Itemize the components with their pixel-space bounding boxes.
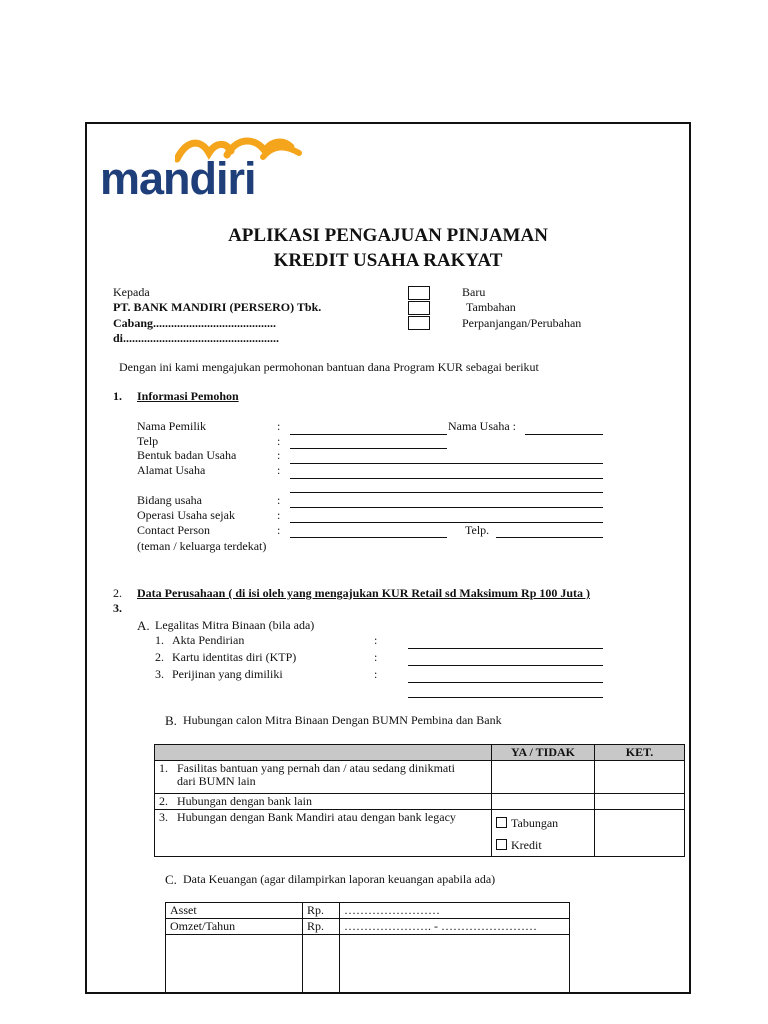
colon: : (277, 463, 281, 477)
checkbox-tabungan[interactable] (496, 817, 590, 830)
colon: : (277, 448, 281, 462)
fin-empty[interactable] (166, 935, 303, 993)
table-row (155, 794, 685, 810)
table-header (155, 745, 492, 761)
label-contact: Contact Person (137, 523, 210, 537)
option-perpanjangan: Perpanjangan/Perubahan (462, 316, 582, 330)
field-nama-pemilik[interactable] (290, 434, 447, 435)
colon: : (374, 667, 378, 681)
checkbox-tambahan[interactable] (408, 301, 430, 315)
list-number: 2. (155, 650, 164, 664)
field-operasi[interactable] (290, 522, 603, 523)
label-nama-pemilik: Nama Pemilik (137, 419, 206, 433)
field-telp2[interactable] (496, 537, 603, 538)
field-bentuk-badan[interactable] (290, 463, 603, 464)
label-telp2: Telp. (465, 523, 490, 537)
fin-rp: Rp. (303, 919, 340, 935)
cell-ket[interactable] (595, 794, 685, 810)
checkbox-kredit[interactable] (496, 839, 590, 852)
table-row (166, 919, 570, 935)
section1-number: 1. (113, 389, 122, 403)
intro-text: Dengan ini kami mengajukan permohonan bantuan dana Program KUR sebagai berikut (119, 360, 539, 374)
table-header-ket: KET. (595, 745, 685, 761)
fin-rp: Rp. (303, 903, 340, 919)
mandiri-logo: mandiri (100, 153, 256, 204)
label-alamat: Alamat Usaha (137, 463, 206, 477)
option-baru: Baru (462, 285, 486, 299)
row-text-2: dari BUMN lain (177, 774, 256, 788)
form-title-line1: APLIKASI PENGAJUAN PINJAMAN (228, 225, 548, 246)
fin-label: Omzet/Tahun (166, 919, 303, 935)
bank-name: PT. BANK MANDIRI (PERSERO) Tbk. (113, 300, 322, 314)
row-text: Fasilitas bantuan yang pernah dan / atau sedang dinikmati (177, 761, 455, 775)
row-number: 2. (159, 794, 168, 808)
row-text: Hubungan dengan bank lain (177, 794, 312, 808)
option-tambahan: Tambahan (466, 300, 516, 314)
fin-label: Asset (166, 903, 303, 919)
label-bidang: Bidang usaha (137, 493, 202, 507)
field-bidang[interactable] (290, 507, 603, 508)
kepada-label: Kepada (113, 285, 150, 299)
cabang-field: Cabang......................................... (113, 316, 277, 330)
list-number: 3. (155, 667, 164, 681)
fin-value[interactable]: …………………. - …………………… (340, 919, 570, 935)
form-title-line2: KREDIT USAHA RAKYAT (273, 250, 503, 271)
table-header-ya-tidak: YA / TIDAK (492, 745, 595, 761)
field-telp[interactable] (290, 448, 447, 449)
label-nama-usaha: Nama Usaha : (448, 419, 516, 433)
subsection-a-title: Legalitas Mitra Binaan (bila ada) (155, 618, 315, 632)
field-perijinan-1[interactable] (408, 682, 603, 683)
checkbox-icon (496, 817, 507, 828)
label-operasi: Operasi Usaha sejak (137, 508, 235, 522)
row-number: 3. (159, 810, 168, 824)
field-ktp[interactable] (408, 665, 603, 666)
colon: : (277, 508, 281, 522)
checkbox-label: Kredit (511, 838, 542, 852)
section2-title: Data Perusahaan ( di isi oleh yang mengajukan KUR Retail sd Maksimum Rp 100 Juta ) (137, 586, 591, 600)
relationship-table (154, 744, 685, 857)
table-row (166, 903, 570, 919)
field-alamat-1[interactable] (290, 478, 603, 479)
label-bentuk-badan: Bentuk badan Usaha (137, 448, 237, 462)
row-number: 1. (159, 761, 168, 775)
cell-ket[interactable] (595, 761, 685, 794)
field-nama-usaha[interactable] (525, 434, 603, 435)
subsection-a-letter: A. (137, 618, 150, 633)
field-akta[interactable] (408, 648, 603, 649)
table-row (155, 761, 685, 794)
di-field: di.................................................... (113, 331, 280, 345)
section2-number: 2. (113, 586, 122, 600)
colon: : (277, 434, 281, 448)
fin-value[interactable]: …………………… (340, 903, 570, 919)
checkbox-baru[interactable] (408, 286, 430, 300)
fin-empty[interactable] (340, 935, 570, 993)
row-text: Hubungan dengan Bank Mandiri atau dengan bank legacy (177, 810, 456, 824)
financial-table (165, 902, 570, 993)
label-teman: (teman / keluarga terdekat) (137, 539, 267, 553)
label-telp: Telp (137, 434, 159, 448)
fin-empty[interactable] (303, 935, 340, 993)
subsection-b-letter: B. (165, 713, 177, 728)
legalitas-akta: Akta Pendirian (172, 633, 245, 647)
field-contact[interactable] (290, 537, 447, 538)
section1-title: Informasi Pemohon (137, 389, 239, 403)
legalitas-perijinan: Perijinan yang dimiliki (172, 667, 283, 681)
legalitas-ktp: Kartu identitas diri (KTP) (172, 650, 297, 664)
checkbox-icon (496, 839, 507, 850)
cell-ya-tidak[interactable] (492, 794, 595, 810)
colon: : (374, 633, 378, 647)
subsection-c-letter: C. (165, 872, 177, 887)
field-alamat-2[interactable] (290, 492, 603, 493)
subsection-c-title: Data Keuangan (agar dilampirkan laporan keuangan apabila ada) (183, 872, 496, 886)
colon: : (374, 650, 378, 664)
subsection-b-title: Hubungan calon Mitra Binaan Dengan BUMN Pembina dan Bank (183, 713, 502, 727)
list-number: 1. (155, 633, 164, 647)
colon: : (277, 419, 281, 433)
section3-number: 3. (113, 601, 122, 615)
field-perijinan-2[interactable] (408, 697, 603, 698)
cell-ya-tidak[interactable] (492, 761, 595, 794)
table-row (155, 810, 685, 857)
checkbox-label: Tabungan (511, 816, 559, 830)
colon: : (277, 493, 281, 507)
checkbox-perpanjangan[interactable] (408, 316, 430, 330)
colon: : (277, 523, 281, 537)
table-row (166, 935, 570, 993)
cell-ket[interactable] (595, 810, 685, 857)
